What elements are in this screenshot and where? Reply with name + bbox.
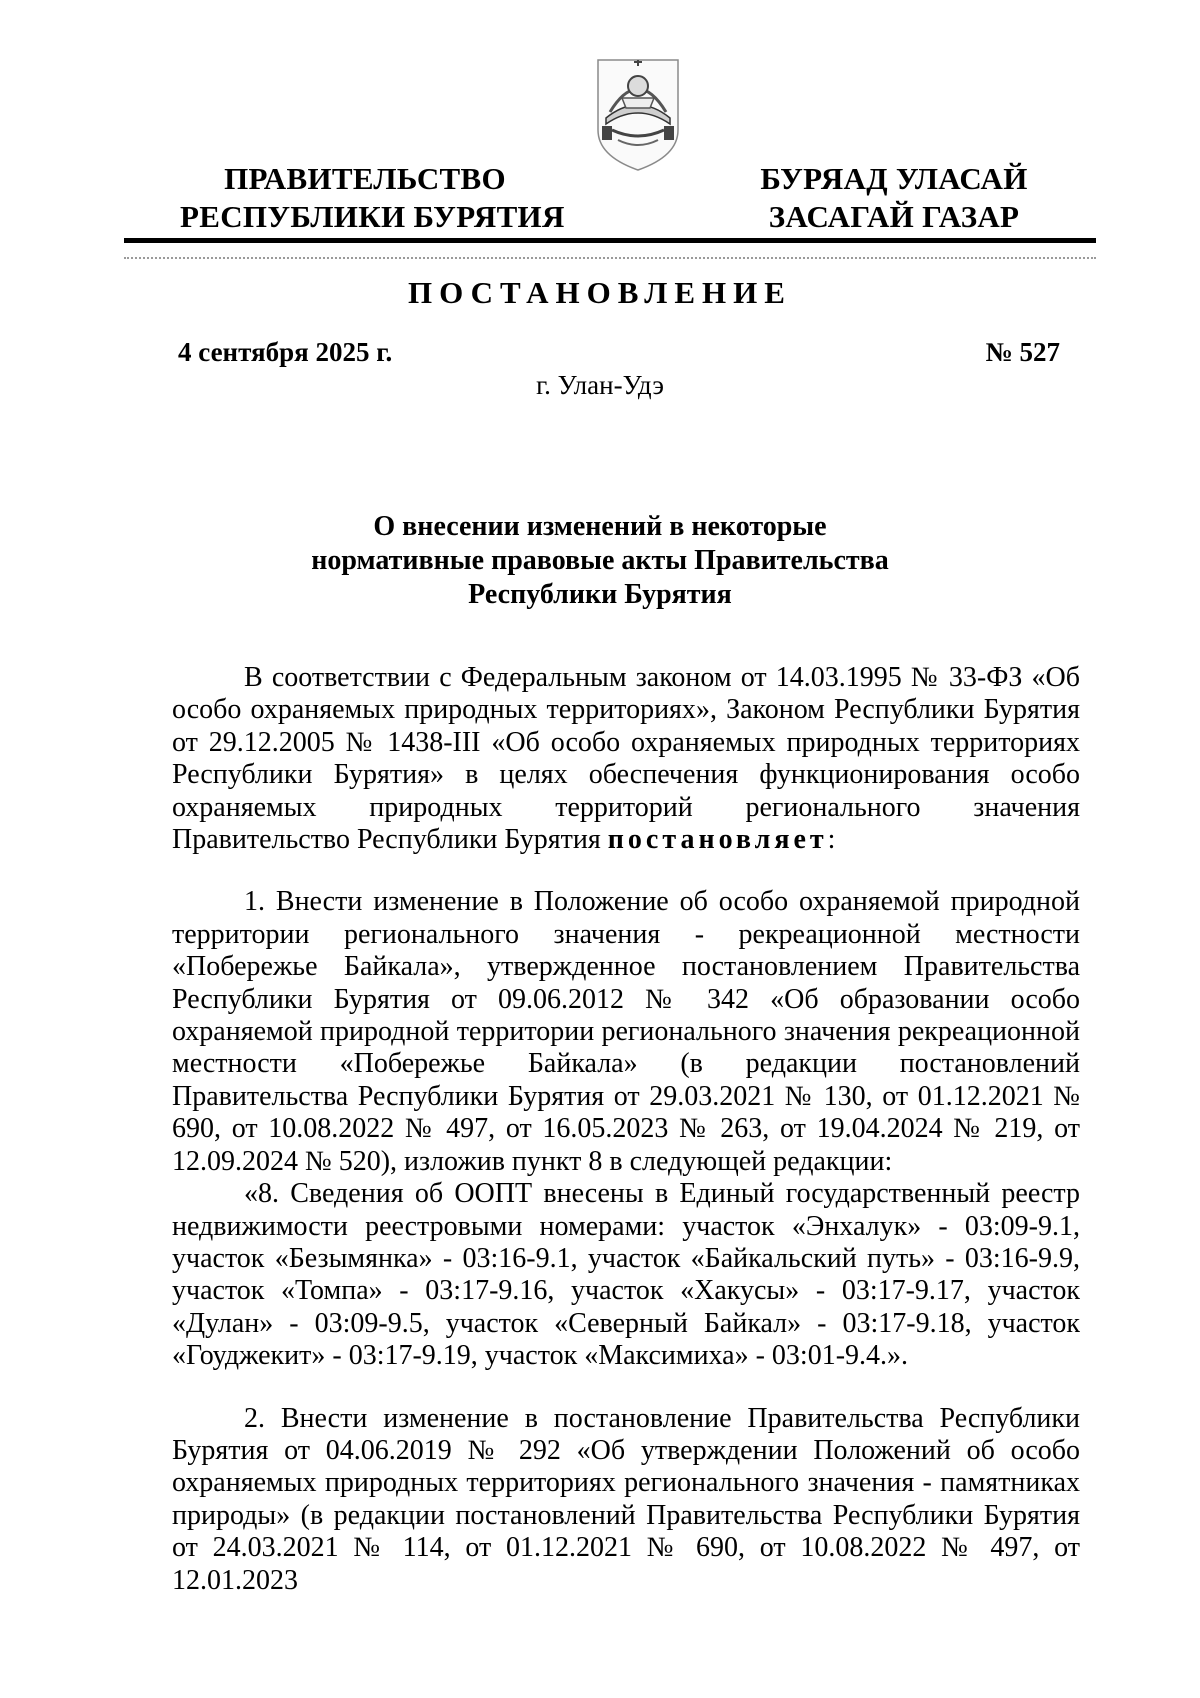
paragraph-1-quote: «8. Сведения об ООПТ внесены в Единый государственный реестр недвижимости реестровыми номерами: участок «Энхалук» - 03:09-9.1, участок «Безымянка» - 03:16-9.1, участок «Байкальский путь» - 03:16-9.9, участок «Томпа» - 03:17-9.16, участок «Хакусы» - 03:17-9.17, участок «Дулан» - 03:09-9.5, участок «Северный Байкал» - 03:17-9.18, участок «Гоуджекит» - 03:17-9.19, участок «Максимиха» - 03:01-9.4.». — [172, 1178, 1080, 1372]
document-number: № 527 — [985, 337, 1060, 367]
preamble-paragraph — [172, 662, 1080, 856]
document-date: 4 сентября 2025 г. — [178, 337, 393, 367]
paragraph-1: 1. Внести изменение в Положение об особо охраняемой природной территории регионального значения - рекреационной местности «Побережье Байкала», утвержденное постановлением Правительства Республики Бурятия от 09.06.2012 № 342 «Об образовании особо охраняемой природной территории регионального значения рекреационной местности «Побережье Байкала» (в редакции постановлений Правительства Республики Бурятия от 29.03.2021 № 130, от 01.12.2021 № 690, от 10.08.2022 № 497, от 16.05.2023 № 263, от 19.04.2024 № 219, от 12.09.2024 № 520), изложив пункт 8 в следующей редакции: — [172, 886, 1080, 1177]
preamble-keyword: постановляет — [607, 824, 828, 856]
document-city: г. Улан-Удэ — [536, 370, 664, 400]
preamble-text: В соответствии с Федеральным законом от 14.03.1995 № 33-ФЗ «Об особо охраняемых природных территориях», Законом Республики Бурятия от 29.12.2005 № 1438-III «Об особо охраняемых природных территориях Республики Бурятия» в целях обеспечения функционирования особо охраняемых природных территорий регионального значения Правительство Республики Бурятия — [172, 662, 1080, 856]
org-bua-line2: ЗАСАГАЙ ГАЗАР — [768, 199, 1020, 234]
organization-name-ru — [180, 160, 565, 236]
paragraph-2: 2. Внести изменение в постановление Правительства Республики Бурятия от 04.06.2019 № 292 «Об утверждении Положений об особо охраняемых природных территориях регионального значения - памятниках природы» (в редакции постановлений Правительства Республики Бурятия от 24.03.2021 № 114, от 01.12.2021 № 690, от 10.08.2022 № 497, от 12.01.2023 — [172, 1402, 1080, 1596]
document-title — [0, 510, 1200, 612]
org-bua-line1: БУРЯАД УЛАСАЙ — [760, 161, 1028, 196]
org-ru-line2: РЕСПУБЛИКИ БУРЯТИЯ — [180, 199, 565, 234]
document-body — [172, 662, 1080, 1597]
org-ru-line1: ПРАВИТЕЛЬСТВО — [224, 161, 506, 196]
title-line1: О внесении изменений в некоторые — [373, 511, 827, 542]
organization-name-buryat — [744, 160, 1044, 236]
title-line3: Республики Бурятия — [468, 579, 732, 610]
document-type: ПОСТАНОВЛЕНИЕ — [408, 275, 792, 310]
header-divider — [124, 238, 1096, 243]
coat-of-arms-icon — [592, 52, 684, 176]
header-divider-thin — [124, 257, 1096, 259]
preamble-end: : — [827, 824, 836, 856]
title-line2: нормативные правовые акты Правительства — [311, 545, 889, 576]
